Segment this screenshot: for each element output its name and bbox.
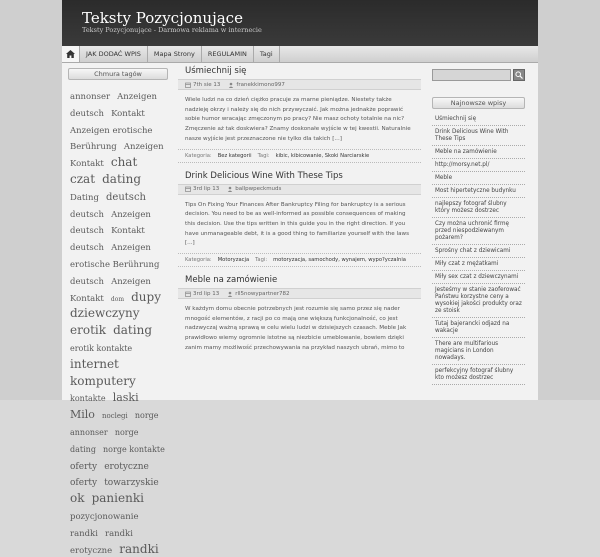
tag-link[interactable]: annonser: [70, 92, 111, 102]
post: [178, 275, 421, 358]
tag-link[interactable]: randki: [70, 528, 98, 539]
calendar-icon: [185, 186, 191, 192]
post: [178, 171, 421, 268]
tag-link[interactable]: Dating: [70, 192, 99, 203]
recent-post-link[interactable]: Tutaj bajerancki odjazd na wakacje: [432, 318, 525, 338]
recent-post-link[interactable]: Sprośny chat z dziewicami: [432, 245, 525, 258]
post-footer: [178, 149, 421, 163]
recent-post-link[interactable]: Meble na zamówienie: [432, 146, 525, 159]
search-button[interactable]: [513, 69, 525, 81]
tag-link[interactable]: ok: [70, 491, 85, 506]
category-label: Kategoria:: [185, 257, 212, 264]
category-label: Kategoria:: [185, 152, 212, 159]
recent-posts-title: Najnowsze wpisy: [432, 97, 525, 109]
tag-link[interactable]: panienki: [91, 491, 144, 506]
tag-link[interactable]: Anzeigen deutsch: [70, 209, 151, 237]
tags-label: Tagi:: [255, 257, 268, 264]
nav-home-button[interactable]: [62, 46, 80, 62]
category-link[interactable]: Motoryzacja: [217, 257, 250, 264]
recent-post-link[interactable]: perfekcyjny fotograf ślubny kto możesz dostrzec: [432, 365, 525, 385]
tag-link[interactable]: dupy: [131, 289, 161, 304]
post-meta: [178, 184, 421, 195]
post-author[interactable]: rll5nowypartner782: [235, 290, 290, 297]
site-title[interactable]: Teksty Pozycjonujące: [82, 9, 243, 27]
recent-post-link[interactable]: Miły czat z mężatkami: [432, 258, 525, 271]
post-title[interactable]: Meble na zamówienie: [185, 275, 278, 286]
tag-link[interactable]: erotik: [70, 323, 106, 338]
recent-post-link[interactable]: Miły sex czat z dziewczynami: [432, 271, 525, 284]
tags-links[interactable]: kibic, kibicowanie, Skoki Narciarskie: [275, 152, 370, 159]
tag-link[interactable]: internet: [70, 356, 119, 371]
tag-link[interactable]: Anzeigen erotische Berührung: [70, 125, 153, 153]
recent-post-link[interactable]: Uśmiechnij się: [432, 113, 525, 126]
tag-link[interactable]: norge kontakte: [103, 444, 165, 454]
post-body: W każdym domu obecnie potrzebnych jest rozumie się samo przez się nader mnogość elementów, z racji po co mają one większą funkcjonalność, co jest nadzwyczaj ważną sprawą w celu wielu ludzi w dzisiejszych czasach. Meble Jak prawidłowo wiemy ogromnie istotne są niezbicie umeblowanie, bowiem dzięki zanim mamy możliwość przechowywania na przykład naszych ubrań, mimo to: [185, 306, 407, 351]
recent-post-link[interactable]: http://morsy.net.pl/: [432, 159, 525, 172]
post-meta: [178, 288, 421, 299]
tag-link[interactable]: erotik kontakte: [70, 343, 133, 353]
tag-cloud-title: Chmura tagów: [68, 68, 168, 80]
recent-post-link[interactable]: Most hipertetyczne budynku: [432, 185, 525, 198]
tag-link[interactable]: Kontakt: [111, 108, 145, 119]
tag-link[interactable]: norge dating: [70, 427, 139, 454]
tag-link[interactable]: czat: [70, 171, 96, 186]
home-icon: [66, 50, 75, 58]
tags-label: Tagi:: [257, 152, 270, 159]
tag-link[interactable]: oferty: [70, 461, 98, 472]
tag-link[interactable]: oferty: [70, 478, 98, 489]
recent-post-link[interactable]: Czy można uchronić firmę przed niespodziewanym pożarem?: [432, 218, 525, 245]
recent-post-link[interactable]: Meble: [432, 172, 525, 185]
post-title[interactable]: Drink Delicious Wine With These Tips: [185, 170, 343, 181]
tags-links[interactable]: motoryzacja, samochody, wynajem, wypo?yczalnia: [273, 257, 406, 264]
tag-link[interactable]: dom: [110, 295, 125, 303]
calendar-icon: [185, 291, 191, 297]
tag-link[interactable]: erotyczne: [104, 461, 149, 472]
post-body: Tips On Fixing Your Finances After Bankruptcy Filing for bankruptcy is a serious decision. You need to be as well-informed as possible consequences of making this decision. Use the tips written in this guide you in the right direction. If you have unmanageable debt, it is a good thing to familiarize yourself with the laws [...]: [185, 201, 409, 247]
tag-link[interactable]: noclegi: [102, 412, 128, 421]
recent-post-link[interactable]: Jesteśmy w stanie zaoferować Państwu korzystne ceny a wysokiej jakości produkty oraz ze stoisk: [432, 284, 525, 318]
nav-item-regulamin[interactable]: REGULAMIN: [202, 46, 254, 62]
tag-link[interactable]: norge annonser: [70, 411, 159, 437]
tag-link[interactable]: Kontakt: [70, 159, 104, 170]
user-icon: [228, 82, 234, 88]
search-input[interactable]: [432, 69, 511, 81]
post: [178, 66, 421, 163]
nav-item-mapa-strony[interactable]: Mapa Strony: [148, 46, 202, 62]
post-author[interactable]: ballpwpeckmuds: [235, 186, 282, 193]
tag-link[interactable]: deutsch: [106, 191, 146, 203]
tag-link[interactable]: laski: [112, 391, 139, 405]
post-meta: [178, 79, 421, 90]
tag-link[interactable]: Anzeigen deutsch: [70, 92, 157, 119]
site-header: [62, 0, 538, 46]
main-nav: [62, 46, 538, 63]
tag-link[interactable]: Milo: [70, 408, 95, 422]
user-icon: [227, 186, 233, 192]
tag-link[interactable]: pozycjonowanie: [70, 511, 139, 522]
tag-link[interactable]: Anzeigen Kontakt: [70, 276, 151, 304]
nav-item-jak-dodac-wpis[interactable]: JAK DODAĆ WPIS: [80, 46, 148, 62]
calendar-icon: [185, 82, 191, 88]
tag-link[interactable]: Anzeigen: [123, 142, 164, 153]
tag-link[interactable]: dating: [102, 171, 142, 186]
recent-post-link[interactable]: There are multifarious magicians in London nowadays.: [432, 338, 525, 365]
tag-link[interactable]: dating: [113, 323, 152, 338]
tag-link[interactable]: dziewczyny: [70, 306, 140, 321]
category-link[interactable]: Bez kategorii: [217, 152, 252, 159]
search-box: [432, 68, 525, 82]
tag-link[interactable]: Kontakt deutsch: [70, 226, 145, 254]
post-date: 3rd lip 13: [193, 186, 220, 193]
post-body: Wiele ludzi na co dzień ciężko pracuje za marne pieniądze. Niestety także nadzieję okrzy i należy się do nich przywyczaić. Jak można jednakże poprawić sobie humor wracając zmęczonym po pracy? Nie masz ochoty totalnie na nic? Zmęczenie aż tak doskwiera? Znamy doskonałe wyjście w tej kwestii. Naturalnie nasze wyjście jest przeznaczone nie tylko dla takich [...]: [185, 97, 411, 142]
tag-link[interactable]: komputery: [70, 373, 136, 388]
tag-link[interactable]: towarzyskie: [104, 478, 159, 489]
tag-cloud: [68, 80, 168, 556]
tag-link[interactable]: randki: [119, 541, 159, 556]
tag-link[interactable]: chat: [110, 155, 138, 170]
post-date: 7th sie 13: [193, 81, 221, 88]
post-title[interactable]: Uśmiechnij się: [185, 66, 247, 76]
search-icon: [515, 71, 523, 79]
recent-post-link[interactable]: najlepszy fotograf ślubny który możesz dostrzec: [432, 198, 525, 218]
recent-posts-list: [432, 113, 525, 385]
nav-item-tagi[interactable]: Tagi: [254, 46, 280, 62]
tag-link[interactable]: randki erotyczne: [70, 528, 133, 556]
right-sidebar: [432, 68, 525, 400]
site-description: Teksty Pozycjonujące - Darmowa reklama w internecie: [82, 26, 262, 34]
tag-link[interactable]: deutsch: [70, 209, 104, 220]
main-content: [178, 66, 421, 400]
post-author[interactable]: franekkimono997: [236, 81, 285, 88]
left-sidebar: [68, 68, 168, 556]
recent-post-link[interactable]: Drink Delicious Wine With These Tips: [432, 126, 525, 146]
post-date: 3rd lip 13: [193, 290, 220, 297]
tag-link[interactable]: kontakte: [70, 394, 106, 404]
post-footer: [178, 253, 421, 267]
tag-link[interactable]: Anzeigen erotische Berührung deutsch: [70, 243, 160, 287]
user-icon: [227, 291, 233, 297]
